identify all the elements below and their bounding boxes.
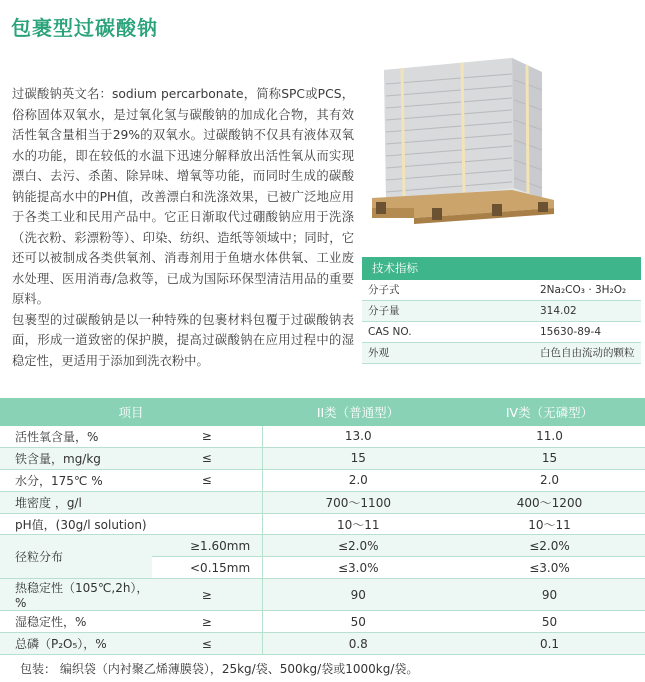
page-title: 包裹型过碳酸钠 [11, 16, 158, 40]
table-row [0, 469, 645, 491]
row-value-type2: 10～11 [262, 513, 454, 535]
spec-panel [362, 257, 641, 364]
packaging-note: 包装： 编织袋（内衬聚乙烯薄膜袋），25kg/袋、500kg/袋或1000kg/袋。 [20, 662, 419, 676]
row-item: 径粒分布 [0, 535, 152, 579]
row-value-type2: ≤2.0% [262, 535, 454, 557]
table-row [0, 513, 645, 535]
row-item: 活性氧含量，% [0, 426, 152, 447]
row-value-type2: 2.0 [262, 469, 454, 491]
row-condition: ≥1.60mm [152, 535, 262, 557]
intro-paragraph-2: 包裹型的过碳酸钠是以一种特殊的包裹材料包覆于过碳酸钠表面，形成一道致密的保护膜，提高过碳酸钠在应用过程中的湿稳定性，更适用于添加到洗衣粉中。 [12, 312, 354, 368]
row-condition: <0.15mm [152, 557, 262, 579]
row-value-type4: 90 [454, 579, 645, 611]
spec-value: 314.02 [540, 305, 577, 317]
spec-value: 白色自由流动的颗粒 [540, 347, 635, 359]
row-value-type2: 0.8 [262, 633, 454, 655]
column-header: IV类（无磷型） [454, 398, 645, 426]
spec-label: CAS NO. [368, 326, 412, 338]
row-item: 铁含量，mg/kg [0, 447, 152, 469]
row-value-type4: 400～1200 [454, 491, 645, 513]
table-header-row [0, 398, 645, 426]
row-condition: ≥ [152, 579, 262, 611]
row-value-type4: ≤3.0% [454, 557, 645, 579]
row-value-type4: 15 [454, 447, 645, 469]
row-value-type2: ≤3.0% [262, 557, 454, 579]
spec-label: 分子式 [368, 284, 400, 296]
row-value-type2: 50 [262, 611, 454, 633]
spec-header: 技术指标 [362, 257, 641, 280]
row-condition: ≤ [152, 447, 262, 469]
row-condition: ≥ [152, 426, 262, 447]
row-item: 热稳定性（105℃,2h），% [0, 579, 152, 611]
spec-label: 分子量 [368, 305, 400, 317]
spec-table [0, 398, 645, 655]
row-condition: ≤ [152, 469, 262, 491]
column-header: 项目 [0, 398, 262, 426]
row-value-type4: 11.0 [454, 426, 645, 447]
spec-value: 15630-89-4 [540, 326, 602, 338]
spec-label: 外观 [368, 347, 389, 359]
table-row [0, 633, 645, 655]
row-value-type4: 10～11 [454, 513, 645, 535]
row-condition [152, 513, 262, 535]
spec-row [362, 301, 641, 322]
table-row [0, 611, 645, 633]
row-value-type4: 50 [454, 611, 645, 633]
row-item: pH值，(30g/l solution) [0, 513, 152, 535]
table-row [0, 426, 645, 447]
row-value-type2: 15 [262, 447, 454, 469]
row-value-type2: 90 [262, 579, 454, 611]
product-pallet-image [362, 50, 562, 225]
row-value-type4: 0.1 [454, 633, 645, 655]
spec-row [362, 322, 641, 343]
row-value-type2: 13.0 [262, 426, 454, 447]
row-item: 湿稳定性，% [0, 611, 152, 633]
spec-value: 2Na₂CO₃ · 3H₂O₂ [540, 284, 627, 296]
table-row [0, 535, 645, 557]
row-item: 水分，175℃ % [0, 469, 152, 491]
table-row [0, 491, 645, 513]
row-condition [152, 491, 262, 513]
intro-text [12, 84, 354, 371]
row-condition: ≥ [152, 611, 262, 633]
row-item: 堆密度 ，g/l [0, 491, 152, 513]
column-header: II类（普通型） [262, 398, 454, 426]
table-row [0, 447, 645, 469]
spec-row [362, 280, 641, 301]
row-condition: ≤ [152, 633, 262, 655]
row-value-type4: 2.0 [454, 469, 645, 491]
row-value-type4: ≤2.0% [454, 535, 645, 557]
spec-row [362, 343, 641, 364]
intro-paragraph-1: 过碳酸钠英文名：sodium percarbonate，简称SPC或PCS，俗称固体双氧水，是过氧化氢与碳酸钠的加成化合物，其有效活性氧含量相当于29%的双氧水。过碳酸钠不仅具有液体双氧水的功能，即在较低的水温下迅速分解释放出活性氧从而实现漂白、去污、杀菌、除异味、增氧等功能，而同时生成的碳酸钠能提高水中的PH值，改善漂白和洗涤效果，已被广泛地应用于各类工业和民用产品中。它正日渐取代过硼酸钠应用于洗涤（洗衣粉、彩漂粉等）、印染、纺织、造纸等领域中；同时，它还可以被制成各类供氧剂、消毒剂用于鱼塘水体供氧、工业废水处理、医用消毒/急救等，已成为国际环保型清洁用品的重要原料。 [12, 87, 354, 306]
table-row [0, 579, 645, 611]
row-value-type2: 700～1100 [262, 491, 454, 513]
row-item: 总磷（P₂O₅），% [0, 633, 152, 655]
